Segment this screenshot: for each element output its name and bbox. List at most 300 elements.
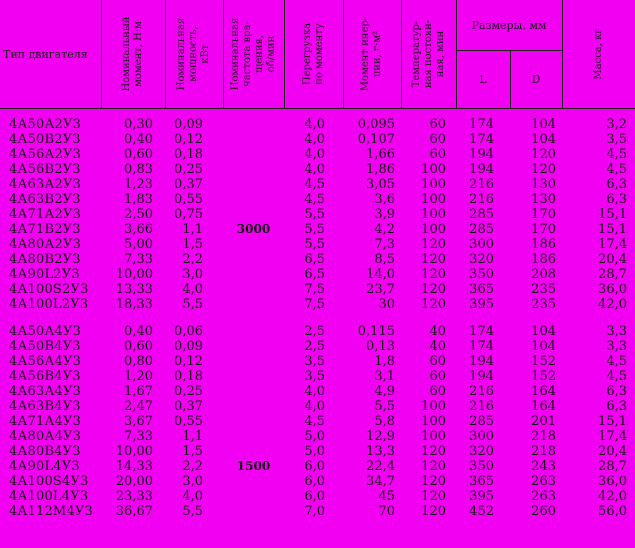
- rotation-frequency-cell: [223, 339, 284, 354]
- rotation-frequency-cell: [223, 147, 284, 162]
- table-row: [0, 354, 635, 369]
- nominal-power-cell: 3,0: [182, 474, 203, 489]
- nominal-power-cell: 0,25: [174, 384, 203, 399]
- temperature-constant-cell: 100: [421, 192, 446, 207]
- temperature-constant-cell: 100: [421, 414, 446, 429]
- overload-cell: 4,0: [304, 399, 325, 414]
- header-engine-type: Тип двигателя: [0, 0, 101, 109]
- temperature-constant-cell: 60: [429, 384, 446, 399]
- table-row: [0, 369, 635, 384]
- moment-of-inertia-cell: 3,1: [374, 369, 395, 384]
- table-row: [0, 132, 635, 147]
- nominal-torque-cell: 10,00: [115, 444, 153, 459]
- dim-l-cell: 395: [469, 489, 494, 504]
- nominal-power-cell: 0,75: [174, 207, 203, 222]
- nominal-power-cell: 0,12: [174, 132, 203, 147]
- table-row: [0, 444, 635, 459]
- dim-d-cell: 235: [531, 282, 556, 297]
- dim-d-cell: 152: [531, 369, 556, 384]
- temperature-constant-cell: 40: [429, 339, 446, 354]
- dim-l-cell: 174: [469, 324, 494, 339]
- nominal-power-cell: 1,1: [182, 429, 203, 444]
- table-row: [0, 504, 635, 519]
- nominal-torque-cell: 14,33: [115, 459, 153, 474]
- header-nominal-power: Номинальная мощность, кВт: [165, 0, 223, 109]
- nominal-torque-cell: 1,20: [124, 369, 153, 384]
- rotation-frequency-cell: [223, 504, 284, 519]
- moment-of-inertia-cell: 13,3: [366, 444, 395, 459]
- overload-cell: 7,0: [304, 504, 325, 519]
- engine-type-cell: 4А112М4У3: [9, 504, 93, 519]
- rotation-frequency-cell: [223, 414, 284, 429]
- nominal-power-cell: 5,5: [182, 297, 203, 312]
- overload-cell: 4,0: [304, 132, 325, 147]
- moment-of-inertia-cell: 7,3: [374, 237, 395, 252]
- nominal-torque-cell: 0,30: [124, 117, 153, 132]
- header-dim-d: D: [510, 51, 562, 109]
- overload-cell: 5,5: [304, 207, 325, 222]
- nominal-torque-cell: 7,33: [124, 252, 153, 267]
- dim-l-cell: 320: [469, 444, 494, 459]
- nominal-power-cell: 3,0: [182, 267, 203, 282]
- nominal-power-cell: 0,18: [174, 147, 203, 162]
- header-temperature-constant: Температур- ная постоян- ная, мин: [401, 0, 456, 109]
- dim-l-cell: 285: [469, 222, 494, 237]
- overload-cell: 6,0: [304, 474, 325, 489]
- nominal-power-cell: 0,25: [174, 162, 203, 177]
- moment-of-inertia-cell: 3,6: [374, 192, 395, 207]
- header-dim-l: L: [456, 51, 510, 109]
- overload-cell: 3,5: [304, 369, 325, 384]
- engine-type-cell: 4А50А4У3: [9, 324, 82, 339]
- dim-d-cell: 104: [531, 324, 556, 339]
- table-row: [0, 162, 635, 177]
- moment-of-inertia-cell: 5,8: [374, 414, 395, 429]
- table-row: [0, 147, 635, 162]
- nominal-torque-cell: 36,67: [115, 504, 153, 519]
- mass-cell: 4,5: [606, 369, 627, 384]
- dim-d-cell: 186: [531, 252, 556, 267]
- nominal-torque-cell: 23,33: [115, 489, 153, 504]
- temperature-constant-cell: 100: [421, 222, 446, 237]
- dim-d-cell: 130: [531, 177, 556, 192]
- dim-l-cell: 174: [469, 132, 494, 147]
- nominal-torque-cell: 2,50: [124, 207, 153, 222]
- dim-l-cell: 350: [469, 459, 494, 474]
- temperature-constant-cell: 100: [421, 207, 446, 222]
- table-row: [0, 237, 635, 252]
- engine-type-cell: 4А100L2У3: [9, 297, 89, 312]
- rotation-frequency-cell: [223, 132, 284, 147]
- dim-d-cell: 104: [531, 117, 556, 132]
- dim-l-cell: 174: [469, 117, 494, 132]
- nominal-power-cell: 0,55: [174, 192, 203, 207]
- mass-cell: 17,4: [598, 237, 627, 252]
- overload-cell: 4,5: [304, 177, 325, 192]
- temperature-constant-cell: 40: [429, 324, 446, 339]
- table-row: [0, 414, 635, 429]
- nominal-power-cell: 1,5: [182, 444, 203, 459]
- mass-cell: 4,5: [606, 354, 627, 369]
- dim-d-cell: 120: [531, 162, 556, 177]
- temperature-constant-cell: 120: [421, 252, 446, 267]
- nominal-torque-cell: 5,00: [124, 237, 153, 252]
- temperature-constant-cell: 60: [429, 369, 446, 384]
- table-row: [0, 474, 635, 489]
- dim-l-cell: 194: [469, 147, 494, 162]
- mass-cell: 4,5: [606, 147, 627, 162]
- table-row: [0, 399, 635, 414]
- table-row: [0, 384, 635, 399]
- overload-cell: 4,5: [304, 414, 325, 429]
- dim-l-cell: 452: [469, 504, 494, 519]
- nominal-torque-cell: 1,67: [124, 384, 153, 399]
- table-row: [0, 429, 635, 444]
- mass-cell: 6,3: [606, 192, 627, 207]
- temperature-constant-cell: 100: [421, 177, 446, 192]
- rotation-frequency-cell: [223, 429, 284, 444]
- dim-d-cell: 235: [531, 297, 556, 312]
- dim-d-cell: 208: [531, 267, 556, 282]
- overload-cell: 4,0: [304, 162, 325, 177]
- moment-of-inertia-cell: 23,7: [366, 282, 395, 297]
- engine-type-cell: 4А63А2У3: [9, 177, 82, 192]
- moment-of-inertia-cell: 45: [378, 489, 395, 504]
- nominal-power-cell: 1,5: [182, 237, 203, 252]
- dim-d-cell: 104: [531, 132, 556, 147]
- overload-cell: 7,5: [304, 297, 325, 312]
- engine-type-cell: 4А80А2У3: [9, 237, 82, 252]
- temperature-constant-cell: 60: [429, 354, 446, 369]
- temperature-constant-cell: 100: [421, 399, 446, 414]
- engine-type-cell: 4А63А4У3: [9, 384, 82, 399]
- table-row: [0, 459, 635, 474]
- dim-l-cell: 216: [469, 399, 494, 414]
- header-overload: Перегрузка по моменту: [284, 0, 343, 109]
- moment-of-inertia-cell: 3,05: [366, 177, 395, 192]
- table-row: [0, 339, 635, 354]
- nominal-torque-cell: 0,40: [124, 324, 153, 339]
- table-row: [0, 324, 635, 339]
- dim-d-cell: 152: [531, 354, 556, 369]
- nominal-power-cell: 0,09: [174, 339, 203, 354]
- rotation-frequency-cell: [223, 252, 284, 267]
- moment-of-inertia-cell: 1,8: [374, 354, 395, 369]
- engine-type-cell: 4А71В2У3: [9, 222, 81, 237]
- engine-type-cell: 4А63В2У3: [9, 192, 81, 207]
- moment-of-inertia-cell: 4,9: [374, 384, 395, 399]
- rotation-frequency-cell: [223, 267, 284, 282]
- table-row: [0, 297, 635, 312]
- nominal-torque-cell: 0,60: [124, 339, 153, 354]
- rotation-frequency-cell: [223, 237, 284, 252]
- moment-of-inertia-cell: 1,86: [366, 162, 395, 177]
- dim-d-cell: 263: [531, 489, 556, 504]
- dim-d-cell: 260: [531, 504, 556, 519]
- engine-type-cell: 4А80А4У3: [9, 429, 82, 444]
- temperature-constant-cell: 60: [429, 147, 446, 162]
- rotation-frequency-cell: 1500: [236, 459, 271, 473]
- temperature-constant-cell: 120: [421, 267, 446, 282]
- engine-type-cell: 4А100S2У3: [9, 282, 89, 297]
- overload-cell: 5,0: [304, 429, 325, 444]
- nominal-torque-cell: 0,83: [124, 162, 153, 177]
- temperature-constant-cell: 120: [421, 237, 446, 252]
- dim-l-cell: 194: [469, 369, 494, 384]
- table-header: [0, 0, 635, 109]
- rotation-frequency-cell: [223, 354, 284, 369]
- dim-d-cell: 170: [531, 207, 556, 222]
- engine-type-cell: 4А50В4У3: [9, 339, 81, 354]
- mass-cell: 28,7: [598, 267, 627, 282]
- mass-cell: 4,5: [606, 162, 627, 177]
- dim-d-cell: 263: [531, 474, 556, 489]
- nominal-torque-cell: 13,33: [115, 282, 153, 297]
- nominal-torque-cell: 2,47: [124, 399, 153, 414]
- temperature-constant-cell: 120: [421, 444, 446, 459]
- overload-cell: 4,0: [304, 117, 325, 132]
- mass-cell: 6,3: [606, 399, 627, 414]
- overload-cell: 5,0: [304, 444, 325, 459]
- nominal-torque-cell: 3,66: [124, 222, 153, 237]
- engine-type-cell: 4А63В4У3: [9, 399, 81, 414]
- overload-cell: 3,5: [304, 354, 325, 369]
- table-row: [0, 207, 635, 222]
- nominal-torque-cell: 0,40: [124, 132, 153, 147]
- nominal-power-cell: 2,2: [182, 252, 203, 267]
- engine-type-cell: 4А56А4У3: [9, 354, 82, 369]
- table-row: [0, 252, 635, 267]
- dim-d-cell: 186: [531, 237, 556, 252]
- overload-cell: 6,0: [304, 489, 325, 504]
- table-row: [0, 282, 635, 297]
- dim-d-cell: 164: [531, 399, 556, 414]
- header-rotation-frequency: Номинальная частота вра- щения, об/мин: [223, 0, 284, 109]
- dim-d-cell: 130: [531, 192, 556, 207]
- rotation-frequency-cell: 3000: [236, 222, 271, 236]
- nominal-power-cell: 4,0: [182, 489, 203, 504]
- table-row: [0, 109, 635, 133]
- mass-cell: 20,4: [598, 444, 627, 459]
- moment-of-inertia-cell: 0,107: [357, 132, 395, 147]
- nominal-power-cell: 0,12: [174, 354, 203, 369]
- mass-cell: 6,3: [606, 384, 627, 399]
- moment-of-inertia-cell: 34,7: [366, 474, 395, 489]
- nominal-power-cell: 5,5: [182, 504, 203, 519]
- nominal-torque-cell: 3,67: [124, 414, 153, 429]
- engine-type-cell: 4А50В2У3: [9, 132, 81, 147]
- moment-of-inertia-cell: 8,5: [374, 252, 395, 267]
- moment-of-inertia-cell: 22,4: [366, 459, 395, 474]
- mass-cell: 15,1: [598, 414, 627, 429]
- moment-of-inertia-cell: 0,095: [357, 117, 395, 132]
- dim-l-cell: 395: [469, 297, 494, 312]
- moment-of-inertia-cell: 4,2: [374, 222, 395, 237]
- mass-cell: 36,0: [598, 474, 627, 489]
- nominal-power-cell: 0,37: [174, 399, 203, 414]
- mass-cell: 17,4: [598, 429, 627, 444]
- dim-d-cell: 170: [531, 222, 556, 237]
- moment-of-inertia-cell: 70: [378, 504, 395, 519]
- overload-cell: 2,5: [304, 339, 325, 354]
- header-nominal-torque: Номинальный момент, Н·м: [101, 0, 165, 109]
- table-row: [0, 177, 635, 192]
- rotation-frequency-cell: [223, 297, 284, 312]
- moment-of-inertia-cell: 30: [378, 297, 395, 312]
- rotation-frequency-cell: [223, 399, 284, 414]
- engine-type-cell: 4А71А4У3: [9, 414, 82, 429]
- overload-cell: 5,5: [304, 237, 325, 252]
- header-moment-of-inertia: Момент инер- ции, г·м²: [343, 0, 401, 109]
- rotation-frequency-cell: [223, 489, 284, 504]
- nominal-power-cell: 0,55: [174, 414, 203, 429]
- mass-cell: 36,0: [598, 282, 627, 297]
- moment-of-inertia-cell: 3,9: [374, 207, 395, 222]
- engine-type-cell: 4А90L2У3: [9, 267, 80, 282]
- dim-l-cell: 320: [469, 252, 494, 267]
- overload-cell: 4,0: [304, 147, 325, 162]
- nominal-torque-cell: 10,00: [115, 267, 153, 282]
- engine-type-cell: 4А80В4У3: [9, 444, 81, 459]
- overload-cell: 5,5: [304, 222, 325, 237]
- rotation-frequency-cell: [223, 324, 284, 339]
- temperature-constant-cell: 120: [421, 474, 446, 489]
- overload-cell: 6,5: [304, 267, 325, 282]
- moment-of-inertia-cell: 12,9: [366, 429, 395, 444]
- mass-cell: 20,4: [598, 252, 627, 267]
- dim-d-cell: 218: [531, 444, 556, 459]
- mass-cell: 3,3: [606, 339, 627, 354]
- rotation-frequency-cell: [223, 109, 284, 133]
- header-mass: Масса, кг: [562, 0, 635, 109]
- mass-cell: 42,0: [598, 489, 627, 504]
- dim-d-cell: 201: [531, 414, 556, 429]
- dim-d-cell: 243: [531, 459, 556, 474]
- dim-l-cell: 300: [469, 429, 494, 444]
- engine-type-cell: 4А100S4У3: [9, 474, 89, 489]
- temperature-constant-cell: 120: [421, 504, 446, 519]
- overload-cell: 7,5: [304, 282, 325, 297]
- nominal-torque-cell: 1,83: [124, 192, 153, 207]
- moment-of-inertia-cell: 14,0: [366, 267, 395, 282]
- nominal-torque-cell: 0,60: [124, 147, 153, 162]
- mass-cell: 3,3: [606, 324, 627, 339]
- engine-type-cell: 4А100L4У3: [9, 489, 89, 504]
- overload-cell: 2,5: [304, 324, 325, 339]
- temperature-constant-cell: 60: [429, 132, 446, 147]
- moment-of-inertia-cell: 0,13: [366, 339, 395, 354]
- rotation-frequency-cell: [223, 282, 284, 297]
- overload-cell: 4,0: [304, 384, 325, 399]
- engine-type-cell: 4А56В4У3: [9, 369, 81, 384]
- dim-l-cell: 365: [469, 474, 494, 489]
- mass-cell: 15,1: [598, 207, 627, 222]
- table-row: [0, 267, 635, 282]
- engine-type-cell: 4А56А2У3: [9, 147, 82, 162]
- rotation-frequency-cell: [223, 162, 284, 177]
- engine-type-cell: 4А71А2У3: [9, 207, 82, 222]
- moment-of-inertia-cell: 1,66: [366, 147, 395, 162]
- nominal-torque-cell: 0,80: [124, 354, 153, 369]
- dim-l-cell: 285: [469, 207, 494, 222]
- temperature-constant-cell: 120: [421, 282, 446, 297]
- mass-cell: 3,2: [606, 117, 627, 132]
- mass-cell: 15,1: [598, 222, 627, 237]
- dim-d-cell: 104: [531, 339, 556, 354]
- rotation-frequency-cell: [223, 192, 284, 207]
- mass-cell: 42,0: [598, 297, 627, 312]
- rotation-frequency-cell: [223, 444, 284, 459]
- temperature-constant-cell: 120: [421, 297, 446, 312]
- temperature-constant-cell: 100: [421, 162, 446, 177]
- table-body: [0, 109, 635, 520]
- engine-type-cell: 4А80В2У3: [9, 252, 81, 267]
- dim-d-cell: 218: [531, 429, 556, 444]
- nominal-power-cell: 0,06: [174, 324, 203, 339]
- mass-cell: 3,5: [606, 132, 627, 147]
- dim-l-cell: 350: [469, 267, 494, 282]
- engine-type-cell: 4А90L4У3: [9, 459, 80, 474]
- table-row: [0, 222, 635, 237]
- nominal-torque-cell: 20,00: [115, 474, 153, 489]
- temperature-constant-cell: 120: [421, 459, 446, 474]
- dim-l-cell: 174: [469, 339, 494, 354]
- nominal-torque-cell: 7,33: [124, 429, 153, 444]
- temperature-constant-cell: 100: [421, 429, 446, 444]
- mass-cell: 6,3: [606, 177, 627, 192]
- engine-type-cell: 4А56В2У3: [9, 162, 81, 177]
- rotation-frequency-cell: [223, 207, 284, 222]
- dim-l-cell: 285: [469, 414, 494, 429]
- dim-l-cell: 300: [469, 237, 494, 252]
- rotation-frequency-cell: [223, 384, 284, 399]
- dim-l-cell: 194: [469, 354, 494, 369]
- group-spacer: [0, 312, 635, 324]
- nominal-torque-cell: 18,33: [115, 297, 153, 312]
- header-dimensions: Размеры, мм: [456, 0, 562, 51]
- dim-l-cell: 365: [469, 282, 494, 297]
- dim-l-cell: 194: [469, 162, 494, 177]
- rotation-frequency-cell: [223, 177, 284, 192]
- table-row: [0, 489, 635, 504]
- nominal-power-cell: 1,1: [182, 222, 203, 237]
- mass-cell: 56,0: [598, 504, 627, 519]
- group-spacer-cell: [0, 312, 635, 324]
- dim-l-cell: 216: [469, 192, 494, 207]
- nominal-power-cell: 2,2: [182, 459, 203, 474]
- nominal-torque-cell: 1,23: [124, 177, 153, 192]
- overload-cell: 4,5: [304, 192, 325, 207]
- engine-type-cell: 4А50А2У3: [9, 117, 82, 132]
- nominal-power-cell: 0,37: [174, 177, 203, 192]
- overload-cell: 6,5: [304, 252, 325, 267]
- nominal-power-cell: 0,09: [174, 117, 203, 132]
- dim-d-cell: 164: [531, 384, 556, 399]
- rotation-frequency-cell: [223, 369, 284, 384]
- temperature-constant-cell: 120: [421, 489, 446, 504]
- nominal-power-cell: 4,0: [182, 282, 203, 297]
- moment-of-inertia-cell: 0,115: [357, 324, 395, 339]
- moment-of-inertia-cell: 5,5: [374, 399, 395, 414]
- dim-l-cell: 216: [469, 177, 494, 192]
- mass-cell: 28,7: [598, 459, 627, 474]
- overload-cell: 6,0: [304, 459, 325, 474]
- temperature-constant-cell: 60: [429, 117, 446, 132]
- rotation-frequency-cell: [223, 474, 284, 489]
- table-row: [0, 192, 635, 207]
- dim-l-cell: 216: [469, 384, 494, 399]
- dim-d-cell: 120: [531, 147, 556, 162]
